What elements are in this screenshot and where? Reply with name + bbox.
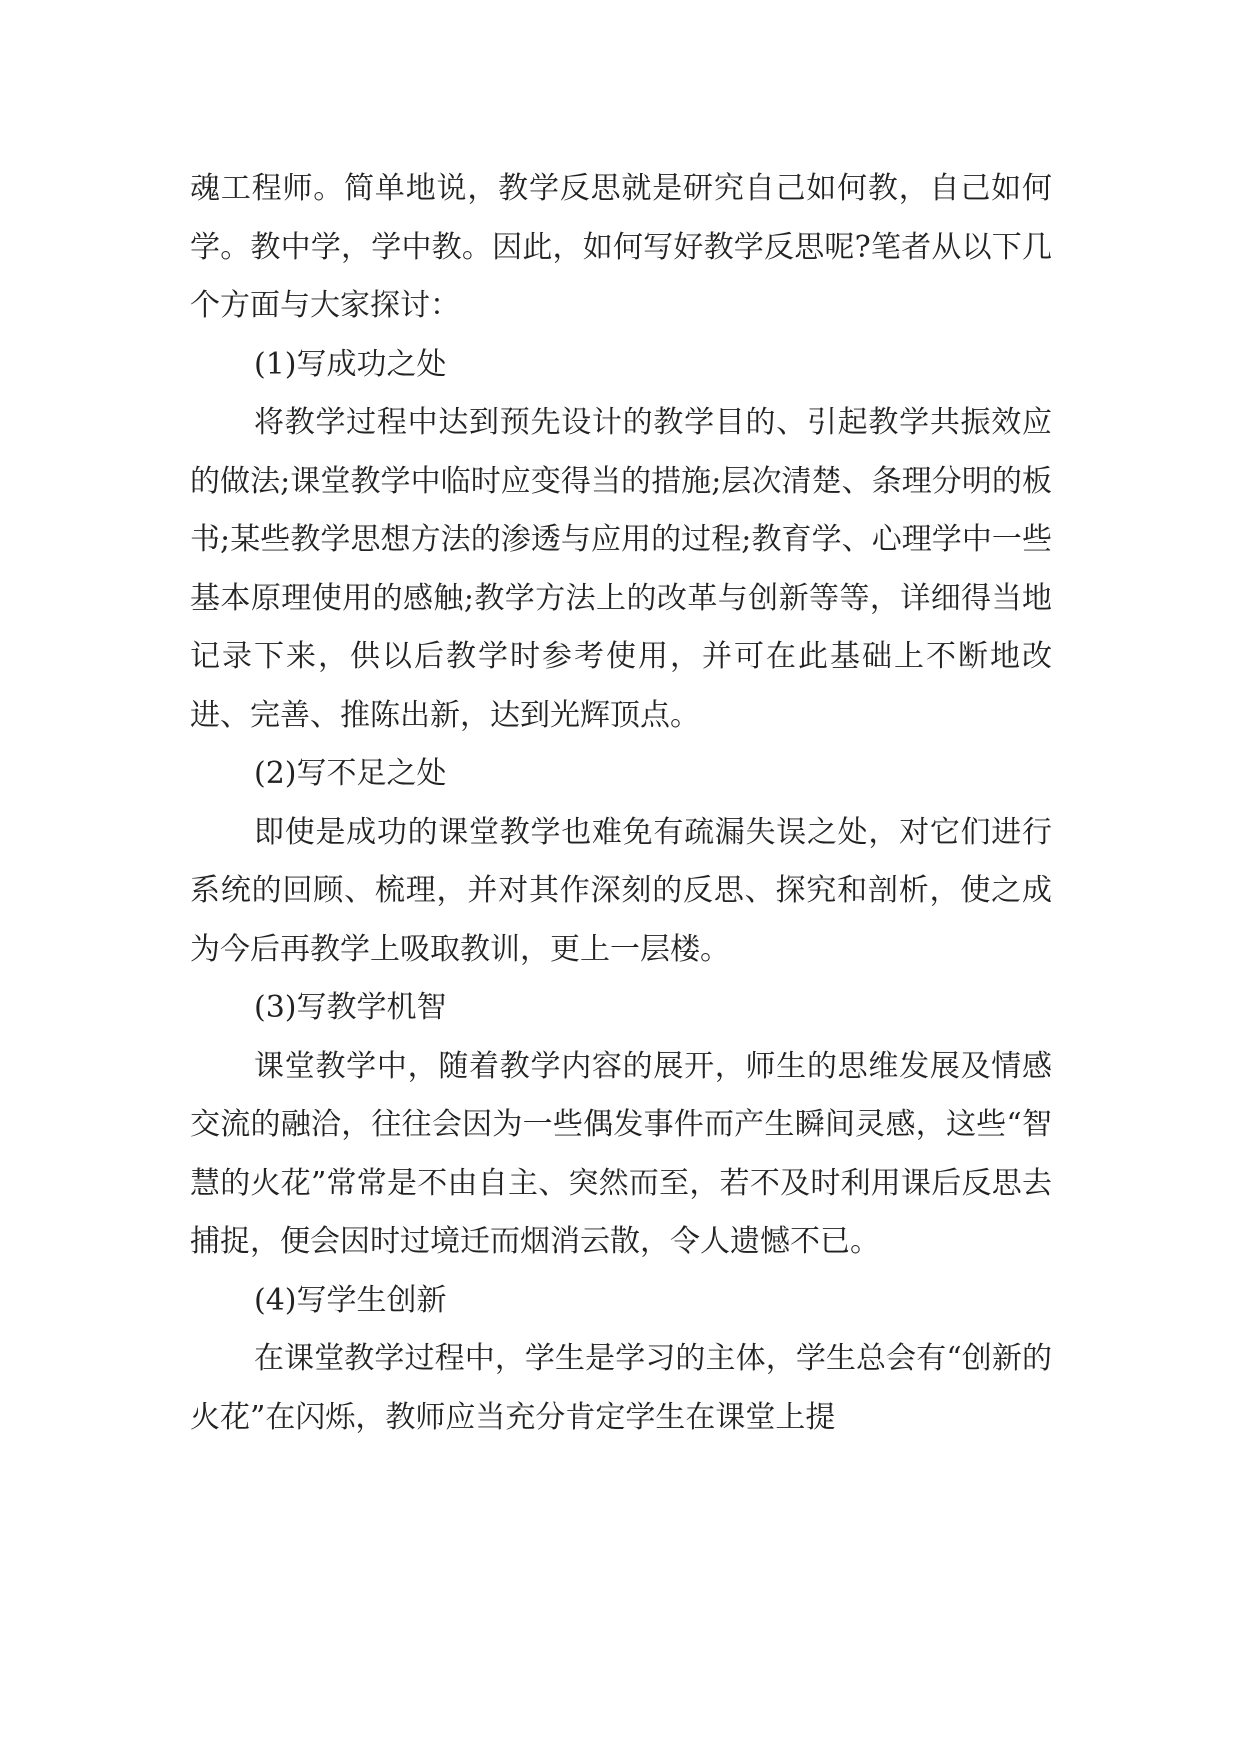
section-heading-1: (1)写成功之处 [254,346,447,382]
section-heading-2: (2)写不足之处 [254,756,447,791]
paragraph-intro-continued: 魂工程师。简单地说，教学反思就是研究自己如何教，自己如何学。教中学，学中教。因此，如何写好教学反思呢?笔者从以下几个方面与大家探讨： [190,171,1052,323]
paragraph-teaching-wit: 课堂教学中，随着教学内容的展开，师生的思维发展及情感交流的融洽，往往会因为一些偶发事件而产生瞬间灵感，这些“智慧的火花”常常是不由自主、突然而至，若不及时利用课后反思去捕捉，便会因时过境迁而烟消云散，令人遗憾不已。 [190,1048,1052,1259]
section-heading-4: (4)写学生创新 [254,1282,447,1318]
section-heading-3: (3)写教学机智 [254,990,447,1025]
paragraph-shortcomings: 即使是成功的课堂教学也难免有疏漏失误之处，对它们进行系统的回顾、梳理，并对其作深刻的反思、探究和剖析，使之成为今后再教学上吸取教训，更上一层楼。 [190,814,1052,967]
paragraph-success: 将教学过程中达到预先设计的教学目的、引起教学共振效应的做法;课堂教学中临时应变得当的措施;层次清楚、条理分明的板书;某些教学思想方法的渗透与应用的过程;教育学、心理学中一些基本原理使用的感触;教学方法上的改革与创新等等，详细得当地记录下来，供以后教学时参考使用，并可在此基础上不断地改进、完善、推陈出新，达到光辉顶点。 [190,405,1052,733]
paragraph-student-innovation: 在课堂教学过程中，学生是学习的主体，学生总会有“创新的火花”在闪烁，教师应当充分肯定学生在课堂上提 [190,1341,1052,1435]
document-page [190,160,1052,1447]
